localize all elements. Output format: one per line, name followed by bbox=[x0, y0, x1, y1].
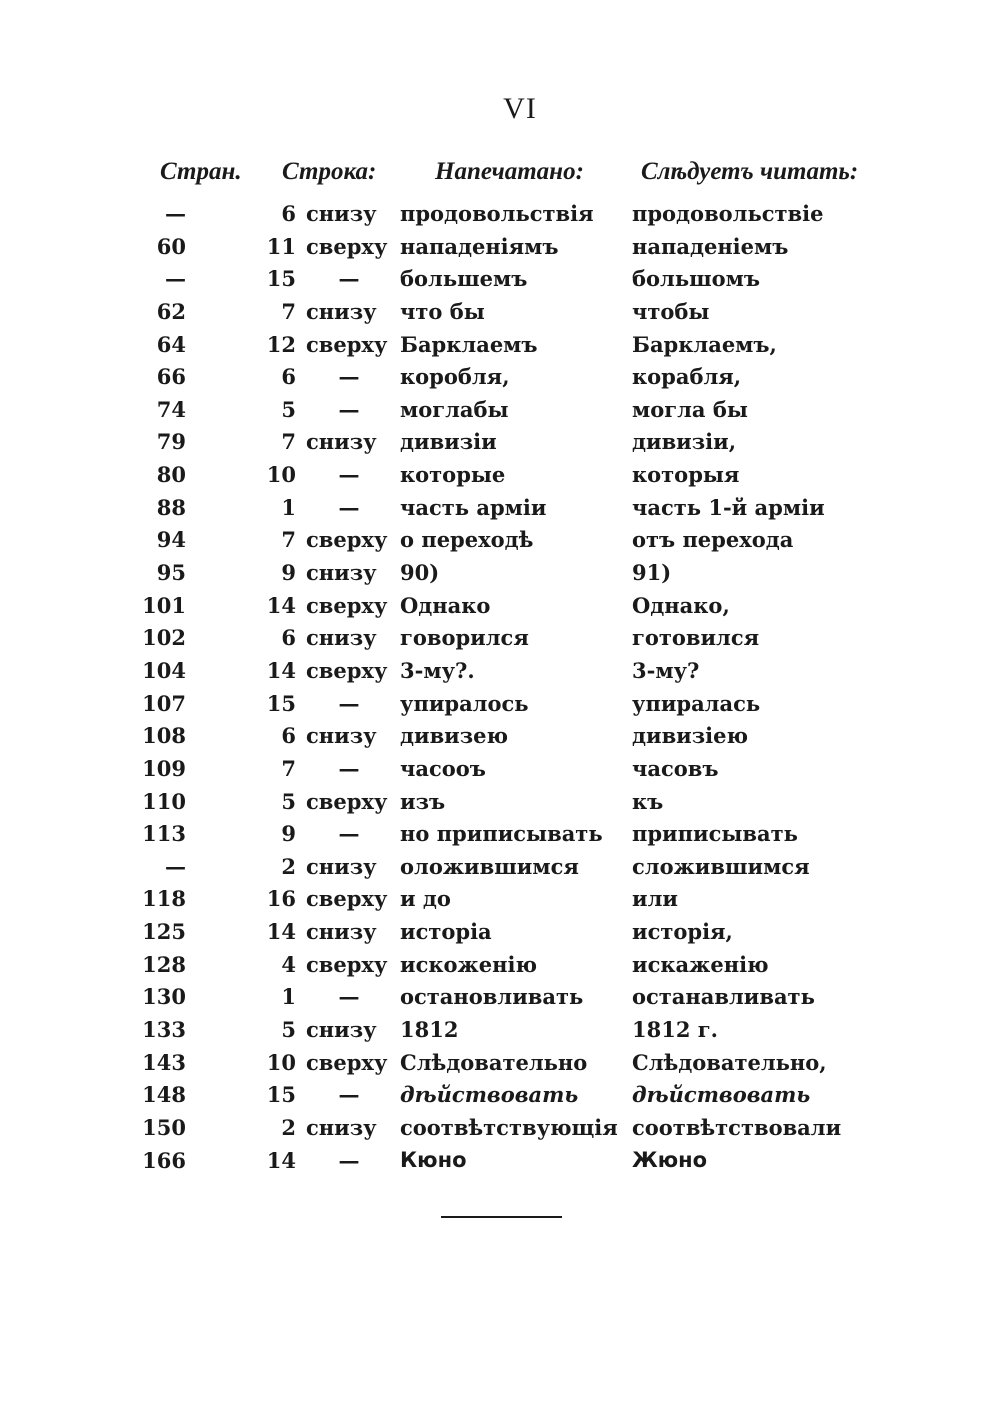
cell-printed: Кюно bbox=[400, 1147, 467, 1172]
cell-page: — bbox=[165, 266, 186, 292]
cell-read-as: которыя bbox=[632, 462, 740, 488]
cell-read-as: упиралась bbox=[632, 690, 761, 716]
cell-read-as: дѣйствовать bbox=[632, 1082, 811, 1108]
errata-row bbox=[0, 426, 1000, 459]
cell-line: 14 bbox=[266, 919, 296, 945]
errata-row bbox=[0, 1047, 1000, 1080]
cell-printed: Однако bbox=[400, 592, 491, 618]
cell-printed: и до bbox=[400, 886, 451, 912]
errata-row bbox=[0, 851, 1000, 884]
cell-line: 1 bbox=[281, 984, 296, 1010]
cell-direction: сверху bbox=[306, 527, 388, 553]
cell-line: 4 bbox=[281, 951, 296, 977]
cell-page: 128 bbox=[142, 951, 186, 977]
errata-row bbox=[0, 1014, 1000, 1047]
cell-direction: — bbox=[338, 494, 360, 520]
cell-line: 11 bbox=[266, 233, 296, 259]
cell-direction: снизу bbox=[306, 298, 377, 324]
errata-row bbox=[0, 622, 1000, 655]
cell-line: 6 bbox=[281, 201, 296, 226]
cell-page: 143 bbox=[142, 1049, 186, 1075]
header-read-as: Слѣдуетъ читать: bbox=[641, 158, 859, 185]
cell-page: — bbox=[165, 201, 186, 226]
cell-page: 95 bbox=[156, 560, 186, 586]
cell-read-as: большомъ bbox=[632, 266, 760, 292]
cell-printed: остановливать bbox=[400, 984, 584, 1010]
cell-direction: снизу bbox=[306, 1114, 377, 1140]
cell-read-as: приписывать bbox=[632, 821, 798, 847]
cell-line: 2 bbox=[281, 1114, 296, 1140]
errata-row bbox=[0, 296, 1000, 329]
cell-direction: снизу bbox=[306, 919, 377, 945]
cell-direction: снизу bbox=[306, 723, 377, 749]
cell-line: 6 bbox=[281, 625, 296, 651]
header-line: Строка: bbox=[282, 158, 377, 185]
cell-printed: упиралось bbox=[400, 690, 529, 716]
header-page: Стран. bbox=[160, 158, 242, 185]
cell-line: 7 bbox=[281, 298, 296, 324]
cell-read-as: къ bbox=[632, 788, 664, 814]
cell-read-as: могла бы bbox=[632, 396, 748, 422]
errata-row bbox=[0, 394, 1000, 427]
errata-row bbox=[0, 329, 1000, 362]
cell-printed: что бы bbox=[400, 298, 485, 324]
cell-read-as: готовился bbox=[632, 625, 760, 651]
cell-line: 7 bbox=[281, 527, 296, 553]
errata-row bbox=[0, 492, 1000, 525]
cell-read-as: соотвѣтствовали bbox=[632, 1114, 842, 1140]
header-printed: Напечатано: bbox=[435, 158, 584, 185]
cell-printed: дѣйствовать bbox=[400, 1082, 579, 1108]
cell-page: 101 bbox=[142, 592, 186, 618]
errata-row bbox=[0, 590, 1000, 623]
cell-line: 5 bbox=[281, 396, 296, 422]
cell-line: 7 bbox=[281, 755, 296, 781]
cell-page: 125 bbox=[142, 919, 186, 945]
cell-line: 14 bbox=[266, 657, 296, 683]
cell-printed: изъ bbox=[400, 788, 446, 814]
cell-line: 14 bbox=[266, 592, 296, 618]
cell-read-as: сложившимся bbox=[632, 853, 810, 879]
errata-row bbox=[0, 263, 1000, 296]
errata-row bbox=[0, 981, 1000, 1014]
cell-printed: Слѣдовательно bbox=[400, 1049, 588, 1075]
cell-direction: сверху bbox=[306, 1049, 388, 1075]
cell-line: 10 bbox=[266, 1049, 296, 1075]
cell-direction: снизу bbox=[306, 625, 377, 651]
errata-row bbox=[0, 459, 1000, 492]
cell-printed: 90) bbox=[400, 560, 440, 586]
cell-printed: коробля, bbox=[400, 364, 510, 390]
cell-line: 15 bbox=[266, 690, 296, 716]
cell-page: 88 bbox=[156, 494, 186, 520]
cell-read-as: 3-му? bbox=[632, 657, 700, 683]
cell-page: 102 bbox=[142, 625, 186, 651]
cell-read-as: отъ перехода bbox=[632, 527, 794, 553]
errata-row bbox=[0, 655, 1000, 688]
cell-page: 64 bbox=[156, 331, 186, 357]
cell-printed: оложившимся bbox=[400, 853, 579, 879]
cell-line: 16 bbox=[266, 886, 296, 912]
cell-line: 2 bbox=[281, 853, 296, 879]
errata-row bbox=[0, 720, 1000, 753]
errata-row bbox=[0, 557, 1000, 590]
cell-page: 104 bbox=[142, 657, 186, 683]
cell-printed: говорился bbox=[400, 625, 529, 651]
cell-line: 9 bbox=[281, 821, 296, 847]
cell-direction: — bbox=[338, 984, 360, 1010]
cell-read-as: чтобы bbox=[632, 298, 710, 324]
cell-page: 66 bbox=[156, 364, 186, 390]
cell-direction: сверху bbox=[306, 886, 388, 912]
cell-page: 94 bbox=[156, 527, 186, 553]
cell-page: 110 bbox=[142, 788, 186, 814]
cell-direction: снизу bbox=[306, 201, 377, 226]
cell-printed: 3-му?. bbox=[400, 657, 475, 683]
cell-direction: — bbox=[338, 821, 360, 847]
cell-printed: но приписывать bbox=[400, 821, 603, 847]
cell-direction: сверху bbox=[306, 657, 388, 683]
cell-read-as: часовъ bbox=[632, 755, 719, 781]
cell-page: — bbox=[165, 853, 186, 879]
cell-direction: снизу bbox=[306, 429, 377, 455]
cell-page: 74 bbox=[156, 396, 186, 422]
cell-line: 9 bbox=[281, 560, 296, 586]
cell-line: 5 bbox=[281, 788, 296, 814]
cell-read-as: исторія, bbox=[632, 919, 733, 945]
cell-printed: 1812 bbox=[400, 1017, 459, 1043]
errata-header bbox=[0, 158, 1000, 198]
cell-printed: дивизіи bbox=[400, 429, 497, 455]
cell-printed: которые bbox=[400, 462, 506, 488]
cell-read-as: или bbox=[632, 886, 678, 912]
cell-printed: искоженію bbox=[400, 951, 537, 977]
cell-direction: — bbox=[338, 266, 360, 292]
errata-row bbox=[0, 916, 1000, 949]
cell-read-as: 91) bbox=[632, 560, 672, 586]
cell-line: 7 bbox=[281, 429, 296, 455]
cell-printed: большемъ bbox=[400, 266, 528, 292]
errata-row bbox=[0, 1145, 1000, 1178]
cell-direction: сверху bbox=[306, 592, 388, 618]
cell-printed: Барклаемъ bbox=[400, 331, 538, 357]
cell-line: 6 bbox=[281, 364, 296, 390]
cell-line: 12 bbox=[266, 331, 296, 357]
cell-page: 107 bbox=[142, 690, 186, 716]
cell-page: 60 bbox=[156, 233, 186, 259]
cell-line: 14 bbox=[266, 1147, 296, 1173]
cell-read-as: дивизіею bbox=[632, 723, 749, 749]
cell-read-as: продовольствіе bbox=[632, 201, 824, 226]
cell-printed: часть арміи bbox=[400, 494, 547, 520]
cell-read-as: нападеніемъ bbox=[632, 233, 789, 259]
cell-read-as: 1812 г. bbox=[632, 1017, 718, 1043]
cell-page: 79 bbox=[156, 429, 186, 455]
cell-page: 133 bbox=[142, 1017, 186, 1043]
cell-printed: дивизею bbox=[400, 723, 509, 749]
cell-printed: нападеніямъ bbox=[400, 233, 559, 259]
errata-row bbox=[0, 361, 1000, 394]
errata-row bbox=[0, 1079, 1000, 1112]
errata-row bbox=[0, 688, 1000, 721]
cell-printed: продовольствія bbox=[400, 201, 594, 226]
closing-rule bbox=[441, 1216, 562, 1218]
errata-row bbox=[0, 231, 1000, 264]
cell-direction: снизу bbox=[306, 560, 377, 586]
errata-row bbox=[0, 198, 1000, 231]
cell-read-as: дивизіи, bbox=[632, 429, 737, 455]
errata-row bbox=[0, 786, 1000, 819]
cell-line: 10 bbox=[266, 462, 296, 488]
cell-printed: исторіа bbox=[400, 919, 492, 945]
cell-printed: часооъ bbox=[400, 755, 486, 781]
cell-read-as: Жюно bbox=[632, 1147, 708, 1172]
cell-page: 62 bbox=[156, 298, 186, 324]
cell-direction: — bbox=[338, 396, 360, 422]
errata-row bbox=[0, 1112, 1000, 1145]
cell-read-as: Барклаемъ, bbox=[632, 331, 777, 357]
cell-direction: — bbox=[338, 690, 360, 716]
cell-line: 5 bbox=[281, 1017, 296, 1043]
cell-page: 130 bbox=[142, 984, 186, 1010]
cell-read-as: останавливать bbox=[632, 984, 815, 1010]
errata-row bbox=[0, 818, 1000, 851]
cell-read-as: Слѣдовательно, bbox=[632, 1049, 827, 1075]
cell-direction: — bbox=[338, 462, 360, 488]
cell-read-as: корабля, bbox=[632, 364, 742, 390]
cell-page: 150 bbox=[142, 1114, 186, 1140]
cell-page: 148 bbox=[142, 1082, 186, 1108]
cell-direction: сверху bbox=[306, 331, 388, 357]
cell-line: 15 bbox=[266, 266, 296, 292]
cell-page: 166 bbox=[142, 1147, 186, 1173]
cell-direction: снизу bbox=[306, 1017, 377, 1043]
cell-direction: сверху bbox=[306, 233, 388, 259]
cell-page: 80 bbox=[156, 462, 186, 488]
cell-line: 1 bbox=[281, 494, 296, 520]
cell-line: 15 bbox=[266, 1082, 296, 1108]
errata-row bbox=[0, 883, 1000, 916]
cell-direction: — bbox=[338, 755, 360, 781]
cell-page: 118 bbox=[142, 886, 186, 912]
cell-direction: — bbox=[338, 1082, 360, 1108]
errata-table bbox=[0, 198, 1000, 1177]
cell-direction: снизу bbox=[306, 853, 377, 879]
cell-read-as: часть 1-й арміи bbox=[632, 494, 825, 520]
cell-page: 108 bbox=[142, 723, 186, 749]
errata-row bbox=[0, 753, 1000, 786]
cell-read-as: Однако, bbox=[632, 592, 730, 618]
cell-direction: сверху bbox=[306, 788, 388, 814]
cell-line: 6 bbox=[281, 723, 296, 749]
cell-read-as: искаженію bbox=[632, 951, 769, 977]
page-number: VI bbox=[503, 92, 537, 125]
cell-direction: сверху bbox=[306, 951, 388, 977]
cell-printed: о переходѣ bbox=[400, 527, 534, 553]
cell-direction: — bbox=[338, 364, 360, 390]
errata-row bbox=[0, 524, 1000, 557]
errata-row bbox=[0, 949, 1000, 982]
cell-printed: моглабы bbox=[400, 396, 509, 422]
cell-direction: — bbox=[338, 1147, 360, 1173]
cell-page: 109 bbox=[142, 755, 186, 781]
cell-page: 113 bbox=[142, 821, 186, 847]
cell-printed: соотвѣтствующія bbox=[400, 1114, 618, 1140]
